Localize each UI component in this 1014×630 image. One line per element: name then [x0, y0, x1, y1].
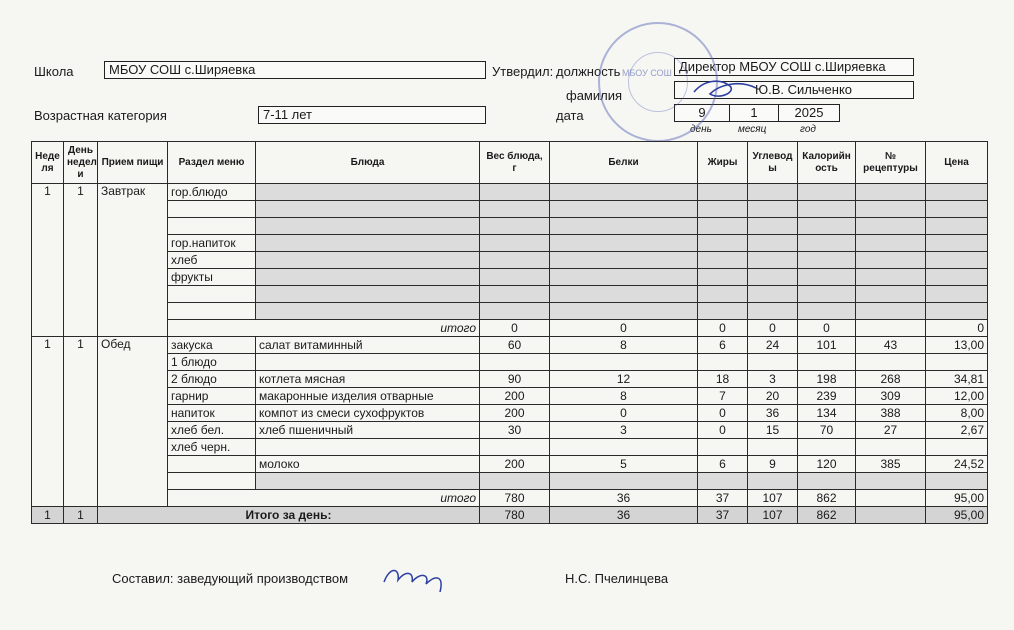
lunch-total-row: [32, 490, 988, 507]
row-section: напиток: [168, 405, 256, 422]
director-signature: [690, 74, 760, 104]
row-kcal: 70: [798, 422, 856, 439]
row-section: гарнир: [168, 388, 256, 405]
breakfast-total-kcal: 0: [798, 320, 856, 337]
day-total-carbs: 107: [748, 507, 798, 524]
row-section: фрукты: [168, 269, 256, 286]
row-carbs: [748, 439, 798, 456]
lunch-week: 1: [32, 337, 64, 507]
lunch-day: 1: [64, 337, 98, 507]
table-row: [32, 252, 988, 269]
row-fat: [698, 354, 748, 371]
col-day: День недел и: [64, 142, 98, 184]
row-weight: 200: [480, 405, 550, 422]
row-dish: салат витаминный: [256, 337, 480, 354]
row-kcal: 101: [798, 337, 856, 354]
row-fat: 18: [698, 371, 748, 388]
composed-label: Составил: заведующий производством: [112, 571, 349, 586]
breakfast-meal: Завтрак: [98, 184, 168, 337]
row-protein: 5: [550, 456, 698, 473]
date-year-field: 2025: [778, 104, 840, 122]
lunch-total-carbs: 107: [748, 490, 798, 507]
row-section: 1 блюдо: [168, 354, 256, 371]
row-price: 12,00: [926, 388, 988, 405]
col-weight: Вес блюда, г: [480, 142, 550, 184]
row-carbs: 15: [748, 422, 798, 439]
row-weight: 60: [480, 337, 550, 354]
breakfast-total-carbs: 0: [748, 320, 798, 337]
lunch-total-kcal: 862: [798, 490, 856, 507]
table-row: [32, 235, 988, 252]
year-caption: год: [800, 124, 816, 135]
stamp-text: МБОУ СОШ: [622, 68, 672, 78]
row-recipe: 27: [856, 422, 926, 439]
breakfast-total-weight: 0: [480, 320, 550, 337]
row-section: хлеб бел.: [168, 422, 256, 439]
col-carbs: Углевод ы: [748, 142, 798, 184]
row-price: 34,81: [926, 371, 988, 388]
row-section: гор.напиток: [168, 235, 256, 252]
date-month-field: 1: [729, 104, 779, 122]
row-carbs: [748, 473, 798, 490]
position-field: Директор МБОУ СОШ с.Ширяевка: [674, 58, 914, 76]
row-recipe: 385: [856, 456, 926, 473]
composer-signature: [378, 558, 458, 598]
day-total-week: 1: [32, 507, 64, 524]
row-kcal: 120: [798, 456, 856, 473]
day-caption: день: [690, 124, 712, 135]
row-weight: 200: [480, 456, 550, 473]
row-price: 24,52: [926, 456, 988, 473]
row-carbs: [748, 354, 798, 371]
row-price: 13,00: [926, 337, 988, 354]
row-protein: 8: [550, 388, 698, 405]
row-recipe: 388: [856, 405, 926, 422]
row-section: 2 блюдо: [168, 371, 256, 388]
row-protein: [550, 439, 698, 456]
row-weight: [480, 473, 550, 490]
approved-label: Утвердил:: [492, 64, 554, 79]
table-row: [32, 201, 988, 218]
row-section: [168, 218, 256, 235]
row-fat: 0: [698, 422, 748, 439]
lunch-total-protein: 36: [550, 490, 698, 507]
row-dish: [256, 473, 480, 490]
row-section: хлеб: [168, 252, 256, 269]
row-carbs: 24: [748, 337, 798, 354]
row-dish: [256, 354, 480, 371]
row-recipe: 268: [856, 371, 926, 388]
row-recipe: [856, 439, 926, 456]
row-dish: хлеб пшеничный: [256, 422, 480, 439]
row-dish: молоко: [256, 456, 480, 473]
row-section: [168, 473, 256, 490]
table-row: [32, 218, 988, 235]
position-label: должность: [556, 64, 621, 79]
row-dish: макаронные изделия отварные: [256, 388, 480, 405]
day-total-weight: 780: [480, 507, 550, 524]
row-section: гор.блюдо: [168, 184, 256, 201]
row-protein: [550, 354, 698, 371]
row-kcal: [798, 473, 856, 490]
date-label: дата: [556, 108, 584, 123]
col-dish: Блюда: [256, 142, 480, 184]
row-recipe: 43: [856, 337, 926, 354]
row-carbs: 9: [748, 456, 798, 473]
row-recipe: [856, 354, 926, 371]
day-total-price: 95,00: [926, 507, 988, 524]
row-fat: 7: [698, 388, 748, 405]
row-carbs: 3: [748, 371, 798, 388]
table-row: [32, 184, 988, 201]
table-row: [32, 388, 988, 405]
lunch-total-fat: 37: [698, 490, 748, 507]
menu-table: [31, 141, 988, 524]
col-kcal: Калорийн ость: [798, 142, 856, 184]
school-field: МБОУ СОШ с.Ширяевка: [104, 61, 486, 79]
row-section: [168, 286, 256, 303]
breakfast-total-label: итого: [168, 320, 480, 337]
row-dish: [256, 439, 480, 456]
surname-field: Ю.В. Сильченко: [674, 81, 914, 99]
breakfast-total-fat: 0: [698, 320, 748, 337]
row-kcal: 239: [798, 388, 856, 405]
row-weight: 200: [480, 388, 550, 405]
table-row: [32, 286, 988, 303]
row-weight: 30: [480, 422, 550, 439]
lunch-total-price: 95,00: [926, 490, 988, 507]
row-dish: котлета мясная: [256, 371, 480, 388]
day-total-kcal: 862: [798, 507, 856, 524]
table-row: [32, 439, 988, 456]
table-row: [32, 337, 988, 354]
day-total-fat: 37: [698, 507, 748, 524]
row-kcal: [798, 354, 856, 371]
col-price: Цена: [926, 142, 988, 184]
row-fat: 6: [698, 456, 748, 473]
breakfast-day: 1: [64, 184, 98, 337]
col-week: Неде ля: [32, 142, 64, 184]
row-protein: 0: [550, 405, 698, 422]
row-price: 2,67: [926, 422, 988, 439]
row-recipe: [856, 473, 926, 490]
table-row: [32, 422, 988, 439]
table-row: [32, 354, 988, 371]
row-section: [168, 456, 256, 473]
row-protein: 3: [550, 422, 698, 439]
row-section: хлеб черн.: [168, 439, 256, 456]
table-row: [32, 371, 988, 388]
row-price: [926, 473, 988, 490]
table-row: [32, 405, 988, 422]
row-fat: 6: [698, 337, 748, 354]
row-price: 8,00: [926, 405, 988, 422]
table-row: [32, 456, 988, 473]
row-dish: компот из смеси сухофруктов: [256, 405, 480, 422]
row-section: закуска: [168, 337, 256, 354]
row-carbs: 20: [748, 388, 798, 405]
table-row: [32, 269, 988, 286]
row-protein: [550, 473, 698, 490]
col-recipe: № рецептуры: [856, 142, 926, 184]
age-category-label: Возрастная категория: [34, 108, 167, 123]
row-carbs: 36: [748, 405, 798, 422]
col-protein: Белки: [550, 142, 698, 184]
row-price: [926, 439, 988, 456]
day-total-label: Итого за день:: [98, 507, 480, 524]
row-fat: 0: [698, 405, 748, 422]
row-weight: 90: [480, 371, 550, 388]
row-price: [926, 354, 988, 371]
lunch-total-weight: 780: [480, 490, 550, 507]
day-total-row: [32, 507, 988, 524]
breakfast-week: 1: [32, 184, 64, 337]
row-weight: [480, 354, 550, 371]
row-fat: [698, 473, 748, 490]
month-caption: месяц: [738, 124, 767, 135]
row-kcal: 134: [798, 405, 856, 422]
row-protein: 12: [550, 371, 698, 388]
row-fat: [698, 439, 748, 456]
lunch-meal: Обед: [98, 337, 168, 507]
breakfast-total-row: [32, 320, 988, 337]
table-row: [32, 473, 988, 490]
day-total-protein: 36: [550, 507, 698, 524]
row-section: [168, 303, 256, 320]
col-meal: Прием пищи: [98, 142, 168, 184]
table-row: [32, 303, 988, 320]
row-kcal: 198: [798, 371, 856, 388]
day-total-day: 1: [64, 507, 98, 524]
surname-label: фамилия: [566, 88, 623, 103]
row-weight: [480, 439, 550, 456]
row-section: [168, 201, 256, 218]
breakfast-total-protein: 0: [550, 320, 698, 337]
lunch-total-label: итого: [168, 490, 480, 507]
row-protein: 8: [550, 337, 698, 354]
row-kcal: [798, 439, 856, 456]
row-recipe: 309: [856, 388, 926, 405]
col-section: Раздел меню: [168, 142, 256, 184]
table-header: [32, 142, 988, 184]
composed-name: Н.С. Пчелинцева: [565, 571, 669, 586]
col-fat: Жиры: [698, 142, 748, 184]
school-label: Школа: [34, 64, 74, 79]
breakfast-total-price: 0: [926, 320, 988, 337]
date-day-field: 9: [674, 104, 730, 122]
official-stamp-inner: [628, 52, 688, 112]
age-category-field: 7-11 лет: [258, 106, 486, 124]
